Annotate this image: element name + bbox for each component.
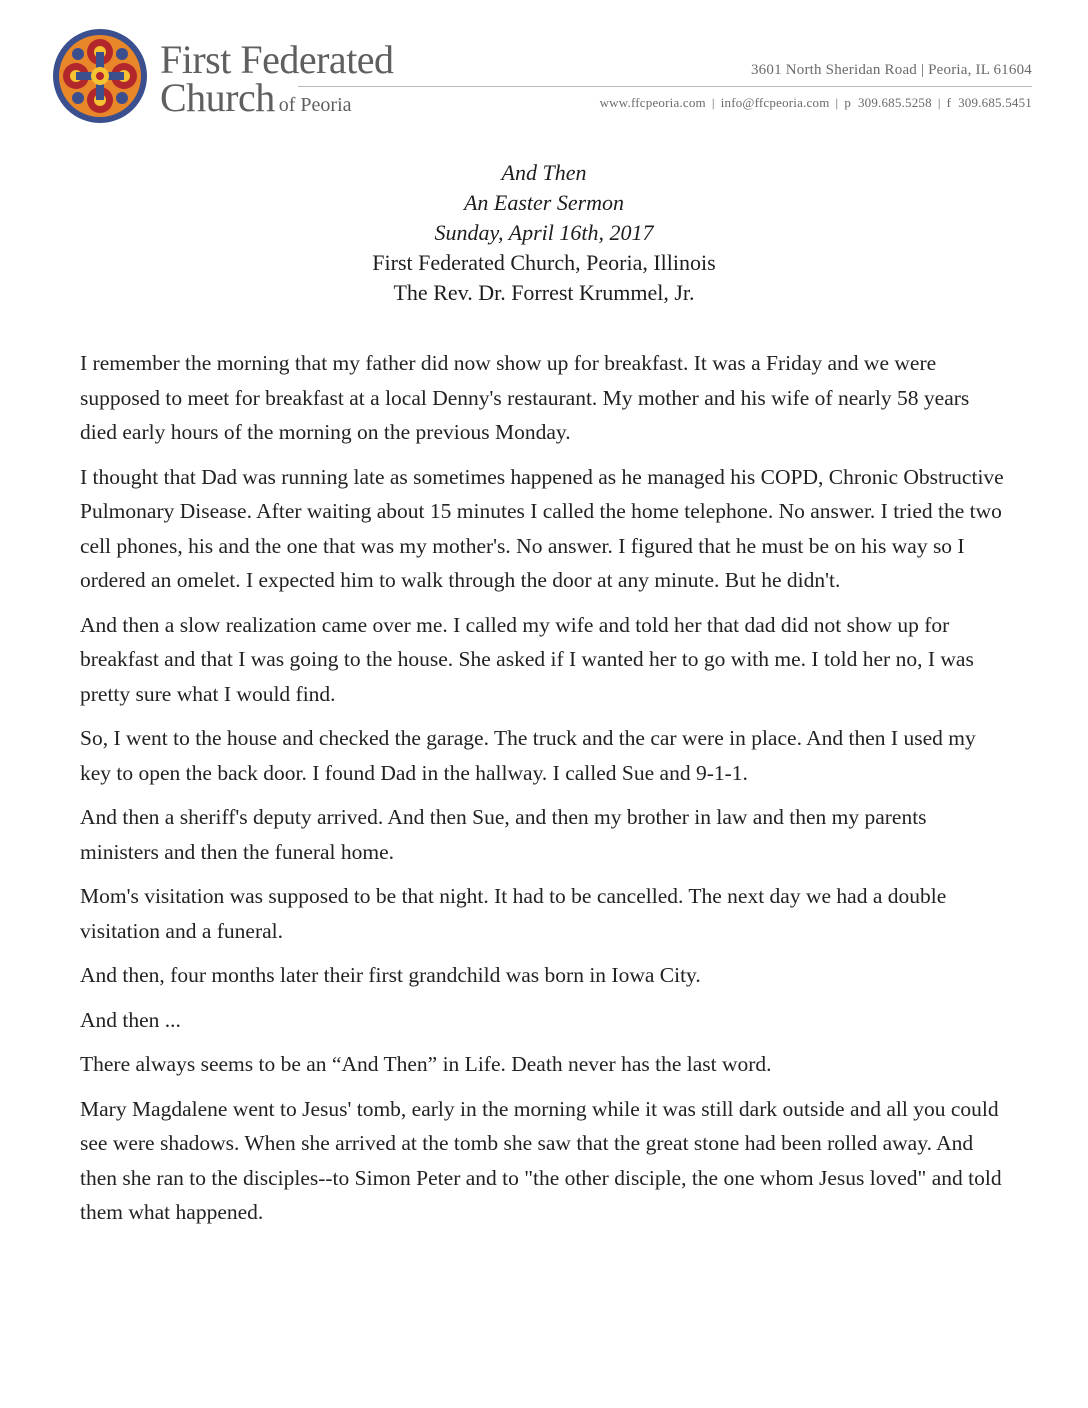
paragraph: There always seems to be an “And Then” in Life. Death never has the last word. xyxy=(80,1052,772,1076)
phone-label: p xyxy=(844,95,852,110)
org-name-of-peoria: of Peoria xyxy=(278,94,352,116)
paragraph: Mom's visitation was supposed to be that night. It had to be cancelled. The next day we had a double visitation and a funeral. xyxy=(80,884,947,943)
church-address: 3601 North Sheridan Road | Peoria, IL 61604 xyxy=(750,62,1032,78)
paragraph: And then, four months later their first grandchild was born in Iowa City. xyxy=(80,963,701,987)
org-name-church: Church xyxy=(160,75,275,120)
paragraph: And then a sheriff's deputy arrived. And then Sue, and then my brother in law and then my parents ministers and then the funeral home. xyxy=(80,805,927,864)
fax-label: f xyxy=(946,95,952,110)
letterhead xyxy=(0,0,1088,130)
paragraph: I thought that Dad was running late as sometimes happened as he managed his COPD, Chronic Obstructive Pulmonary Disease. After waiting about 15 minutes I called the home telephone. No answer. I tried the two cell phones, his and the one that was my mother's. No answer. I figured that he must be on his way so I ordered an omelet. I expected him to walk through the door at any minute. But he didn't. xyxy=(80,464,1004,592)
org-name-line1: First Federated xyxy=(160,37,394,82)
contact-line: www.ffcpeoria.com | info@ffcpeoria.com | p 309.685.5258 | f 309.685.5451 xyxy=(599,95,1032,110)
sermon-title: And Then xyxy=(501,160,587,185)
paragraph: Mary Magdalene went to Jesus' tomb, early in the morning while it was still dark outside and all you could see were shadows. When she arrived at the tomb she saw that the great stone had been rolled away. And then she ran to the disciples--to Simon Peter and to "the other disciple, the one whom Jesus loved" and told them what happened. xyxy=(80,1096,1002,1224)
sermon-date: Sunday, April 16th, 2017 xyxy=(434,220,654,245)
website-link[interactable]: www.ffcpeoria.com xyxy=(599,95,706,110)
phone-number: 309.685.5258 xyxy=(857,95,932,110)
sermon-subtitle: An Easter Sermon xyxy=(463,190,625,215)
paragraph: And then a slow realization came over me. I called my wife and told her that dad did not show up for breakfast and that I was going to the house. She asked if I wanted her to go with me. I told her no, I was pretty sure what I would find. xyxy=(80,612,974,706)
church-logo-icon xyxy=(52,28,148,124)
email-link[interactable]: info@ffcpeoria.com xyxy=(720,95,830,110)
paragraph: And then ... xyxy=(80,1007,181,1032)
sermon-body xyxy=(80,346,1010,1240)
fax-number: 309.685.5451 xyxy=(958,95,1032,110)
sermon-author: The Rev. Dr. Forrest Krummel, Jr. xyxy=(393,280,695,305)
sermon-title-block xyxy=(0,158,1088,308)
letterhead-divider xyxy=(298,86,1032,87)
paragraph: So, I went to the house and checked the garage. The truck and the car were in place. And then I used my key to open the back door. I found Dad in the hallway. I called Sue and 9-1-1. xyxy=(80,726,976,785)
paragraph: I remember the morning that my father did now show up for breakfast. It was a Friday and we were supposed to meet for breakfast at a local Denny's restaurant. My mother and his wife of nearly 58 years died early hours of the morning on the previous Monday. xyxy=(80,351,970,444)
sermon-location: First Federated Church, Peoria, Illinois xyxy=(372,250,716,275)
